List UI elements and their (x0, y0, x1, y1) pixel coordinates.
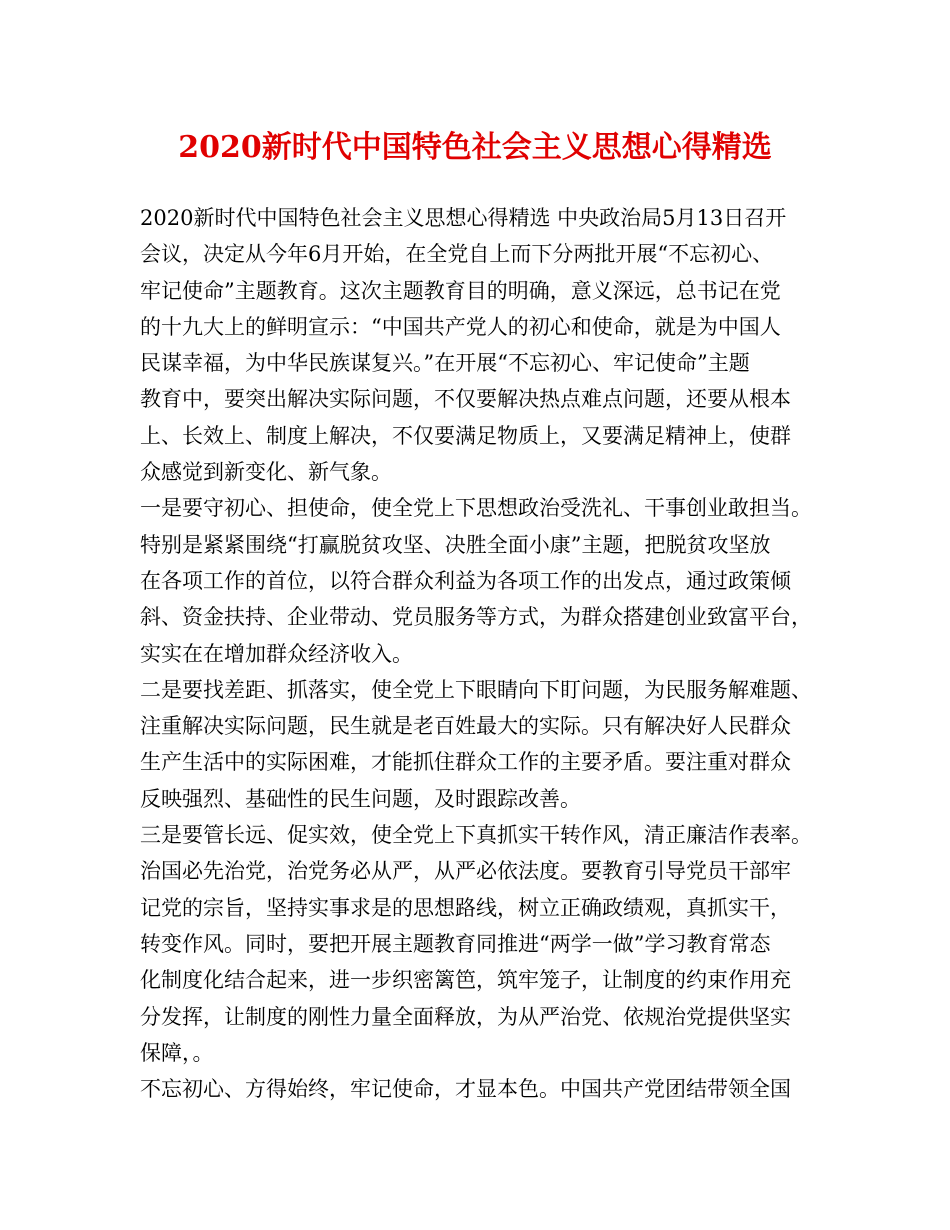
body-text-line: 民谋幸福，为中华民族谋复兴。”在开展“不忘初心、牢记使命”主题 (140, 351, 750, 376)
body-text-line: 化制度化结合起来，进一步织密篱笆，筑牢笼子，让制度的约束作用充 (140, 968, 791, 993)
body-text-line: 保障，。 (140, 1040, 214, 1065)
body-text-line: 众感觉到新变化、新气象。 (140, 460, 392, 485)
body-text-line: 的十九大上的鲜明宣示：“中国共产党人的初心和使命，就是为中国人 (140, 314, 781, 339)
body-text-line: 教育中，要突出解决实际问题，不仅要解决热点难点问题，还要从根本 (140, 387, 791, 412)
body-text-line: 反映强烈、基础性的民生问题，及时跟踪改善。 (140, 786, 581, 811)
body-text-line: 实实在在增加群众经济收入。 (140, 641, 413, 666)
body-text-line: 牢记使命”主题教育。这次主题教育目的明确，意义深远，总书记在党 (140, 278, 781, 303)
body-text-line: 2020新时代中国特色社会主义思想心得精选 中央政治局5月13日召开 (140, 206, 787, 230)
body-text-line: 上、长效上、制度上解决，不仅要满足物质上，又要满足精神上，使群 (140, 423, 791, 448)
body-text-line: 注重解决实际问题，民生就是老百姓最大的实际。只有解决好人民群众 (140, 714, 791, 739)
body-text-line: 特别是紧紧围绕“打赢脱贫攻坚、决胜全面小康”主题，把脱贫攻坚放 (140, 532, 771, 557)
body-text-line: 在各项工作的首位，以符合群众利益为各项工作的出发点，通过政策倾 (140, 568, 791, 593)
body-text-line: 生产生活中的实际困难，才能抓住群众工作的主要矛盾。要注重对群众 (140, 750, 791, 775)
body-text-line: 一是要守初心、担使命，使全党上下思想政治受洗礼、干事创业敢担当。 (140, 496, 812, 521)
body-text-line: 二是要找差距、抓落实，使全党上下眼睛向下盯问题，为民服务解难题、 (140, 677, 812, 702)
body-text-line: 分发挥，让制度的刚性力量全面释放，为从严治党、依规治党提供坚实 (140, 1004, 791, 1029)
body-text-line: 三是要管长远、促实效，使全党上下真抓实干转作风，清正廉洁作表率。 (140, 823, 812, 848)
body-text-line: 转变作风。同时，要把开展主题教育同推进“两学一做”学习教育常态 (140, 931, 771, 956)
document-title: 2020新时代中国特色社会主义思想心得精选 (178, 130, 772, 165)
body-text-line: 治国必先治党，治党务必从严，从严必依法度。要教育引导党员干部牢 (140, 859, 791, 884)
document-body (140, 200, 820, 1107)
body-text-line: 斜、资金扶持、企业带动、党员服务等方式，为群众搭建创业致富平台， (140, 605, 812, 630)
body-text-line: 会议，决定从今年6月开始，在全党自上而下分两批开展“不忘初心、 (140, 242, 774, 267)
body-text-line: 不忘初心、方得始终，牢记使命，才显本色。中国共产党团结带领全国 (140, 1077, 791, 1102)
body-text-line: 记党的宗旨，坚持实事求是的思想路线，树立正确政绩观，真抓实干， (140, 895, 791, 920)
